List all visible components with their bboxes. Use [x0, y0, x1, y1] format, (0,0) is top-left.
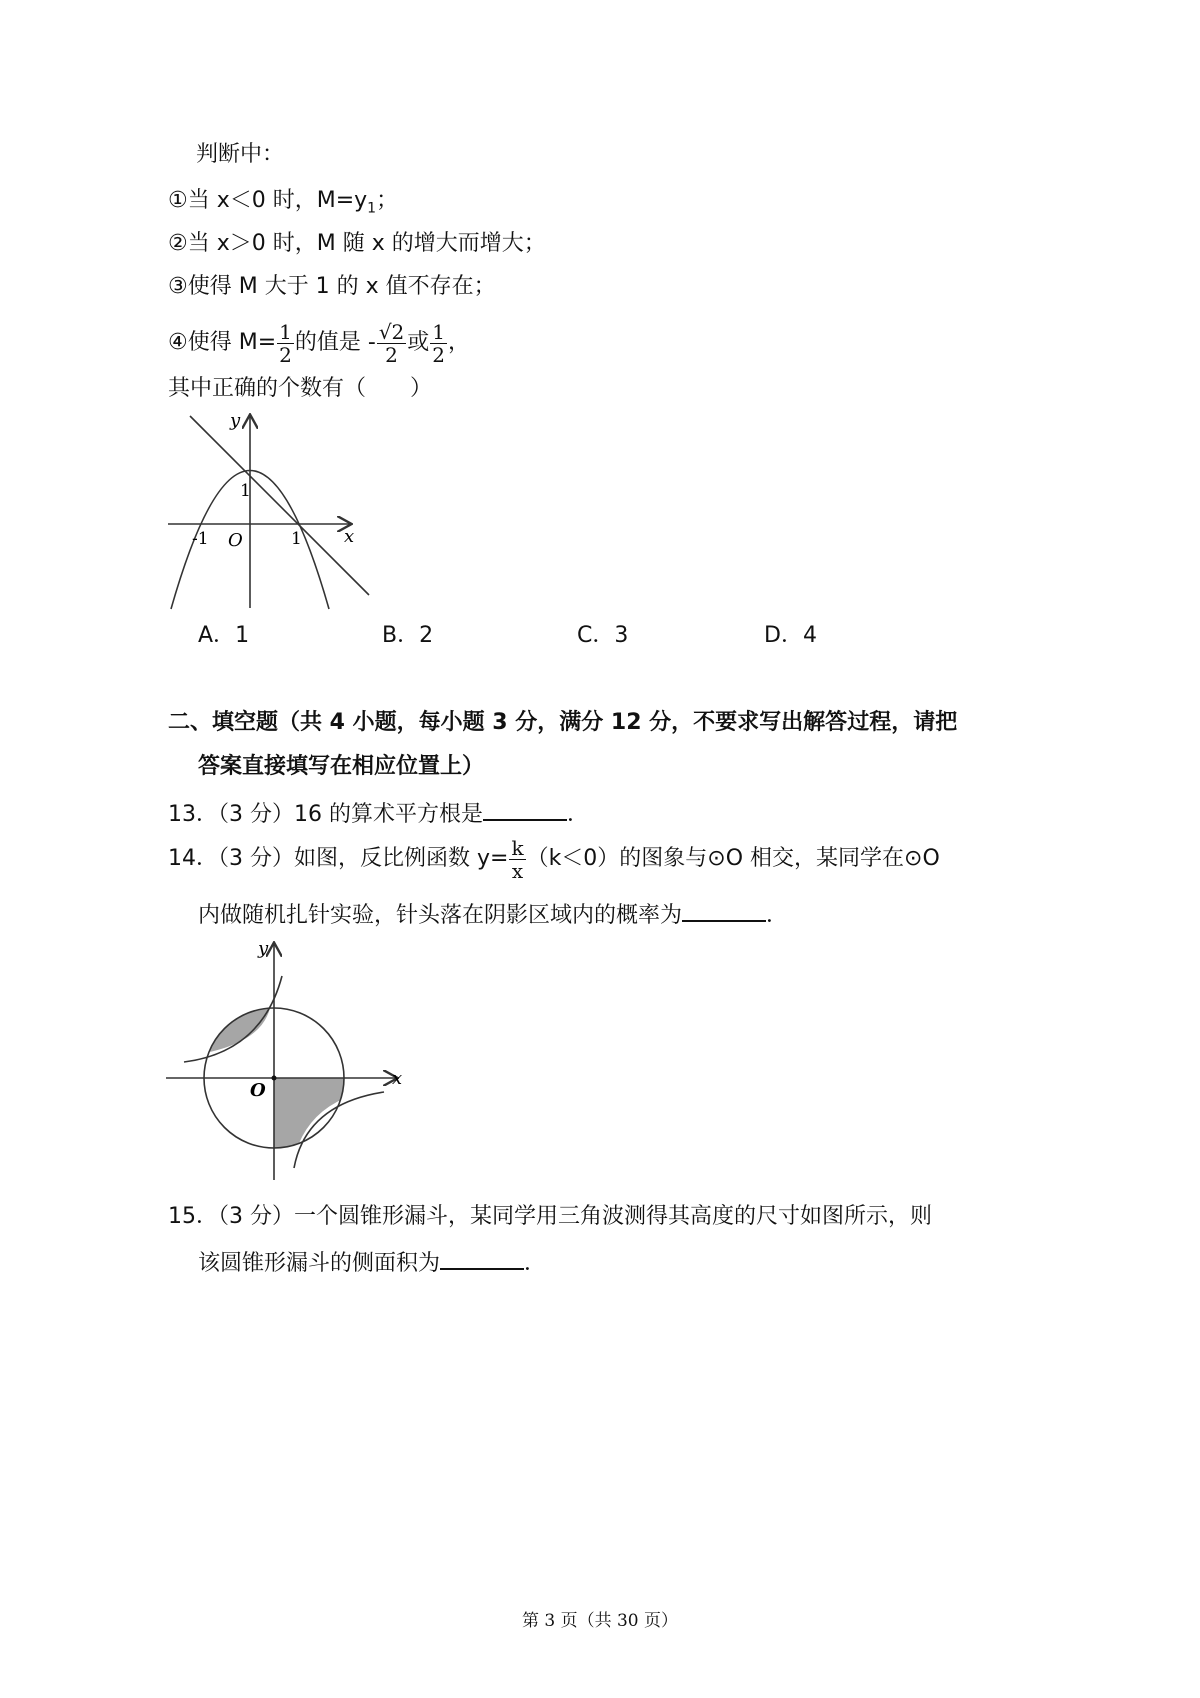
q15-line1: 15．（3 分）一个圆锥形漏斗，某同学用三角波测得其高度的尺寸如图所示，则: [168, 1204, 932, 1229]
option-b: B．2: [382, 623, 434, 648]
x-axis-label: x: [344, 526, 355, 547]
q12-statement-4: ④使得 M= $\frac{1}{2}$ 的值是 - $\frac{√2}{2}$ 或 $\frac{1}{2}$ ，: [168, 319, 471, 367]
q14-figure: [164, 936, 410, 1186]
q12-figure: [164, 408, 384, 618]
page-footer: 第 3 页（共 30 页）: [521, 1611, 679, 1631]
label-origin: O: [228, 530, 243, 551]
q14-line1: 14．（3 分）如图，反比例函数 y= $\frac{k}{x}$ （k＜0）的图象与⊙O 相交，某同学在⊙O: [168, 835, 940, 883]
section-heading-line2: 答案直接填写在相应位置上）: [198, 754, 485, 779]
fraction-one-half: $\frac{1}{2}$: [279, 319, 292, 367]
fraction-one-half-2: $\frac{1}{2}$: [432, 319, 446, 367]
q15-answer-blank: [440, 1246, 524, 1270]
q12-intro: 判断中：: [196, 142, 285, 167]
option-c: C．3: [577, 623, 629, 648]
label-one-x: 1: [291, 529, 302, 549]
y-axis-label: y: [230, 410, 241, 431]
q12-question: 其中正确的个数有（ ）: [168, 376, 433, 401]
origin-point: [272, 1076, 277, 1081]
label-neg-one: -1: [192, 529, 209, 549]
q13-answer-blank: [483, 797, 567, 821]
fraction-k-over-x: $\frac{k}{x}$: [511, 835, 524, 883]
q14-answer-blank: [682, 898, 766, 922]
label-one-y: 1: [240, 481, 251, 501]
q12-statement-2: ②当 x＞0 时，M 随 x 的增大而增大；: [168, 231, 546, 256]
q15-line2: 该圆锥形漏斗的侧面积为 ．: [198, 1246, 546, 1279]
label-origin: O: [250, 1080, 266, 1101]
option-d: D．4: [764, 623, 817, 648]
q13-text: 13．（3 分）16 的算术平方根是 ．: [168, 797, 589, 830]
fraction-sqrt2-over-2: $\frac{√2}{2}$: [378, 319, 405, 367]
y-axis-label: y: [258, 938, 269, 959]
x-axis-label: x: [392, 1068, 403, 1089]
option-a: A．1: [198, 623, 250, 648]
section-heading-line1: 二、填空题（共 4 小题，每小题 3 分，满分 12 分，不要求写出解答过程，请把: [168, 710, 958, 735]
q12-statement-1: ①当 x＜0 时，$M=y_1$；: [168, 188, 399, 217]
straight-line: [190, 416, 369, 595]
q12-statement-3: ③使得 M 大于 1 的 x 值不存在；: [168, 274, 496, 299]
q14-line2: 内做随机扎针实验，针头落在阴影区域内的概率为 ．: [198, 898, 788, 931]
